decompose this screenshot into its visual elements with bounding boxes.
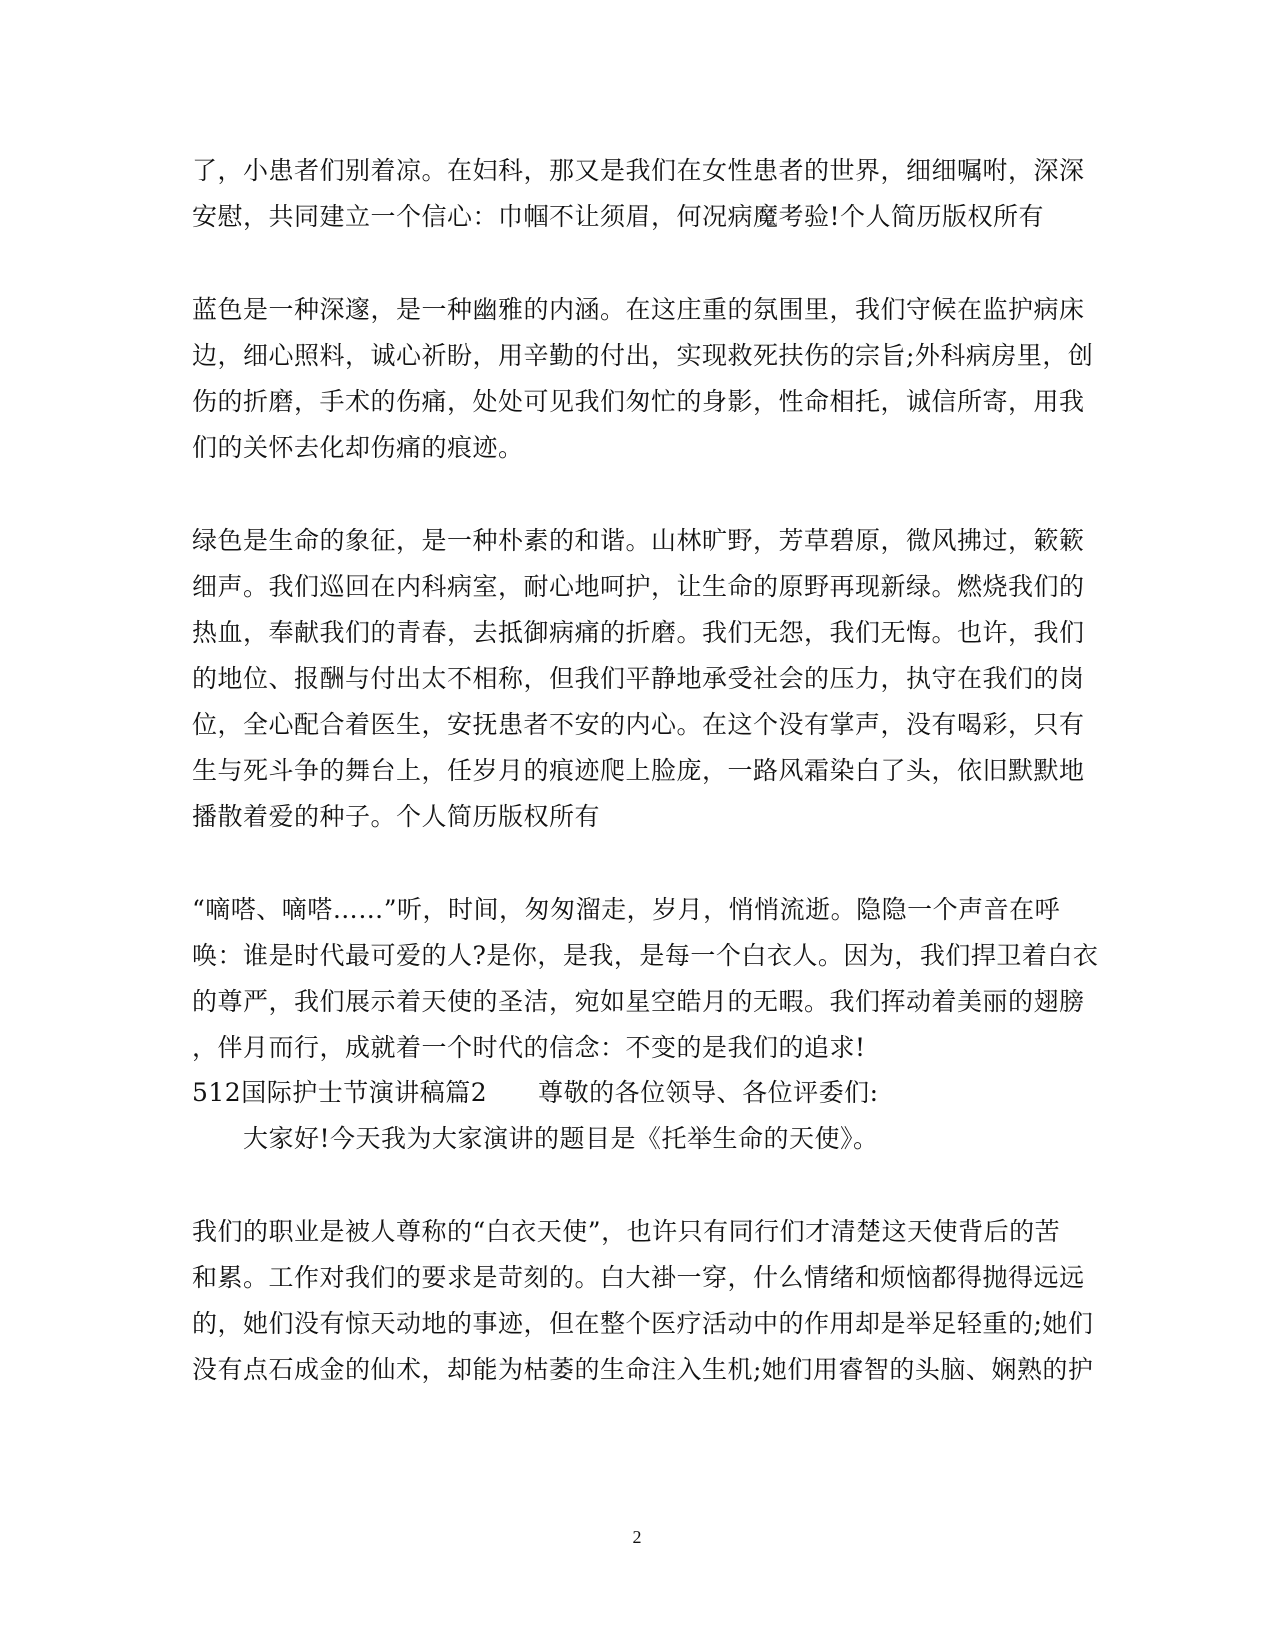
- text-line: 边，细心照料，诚心祈盼，用辛勤的付出，实现救死扶伤的宗旨;外科病房里，创: [192, 341, 1094, 370]
- text-line: 的，她们没有惊天动地的事迹，但在整个医疗活动中的作用却是举足轻重的;她们: [192, 1309, 1094, 1338]
- text-line: 伤的折磨，手术的伤痛，处处可见我们匆忙的身影，性命相托，诚信所寄，用我: [192, 387, 1085, 416]
- text-line: 热血，奉献我们的青春，去抵御病痛的折磨。我们无怨，我们无悔。也许，我们: [192, 618, 1085, 647]
- text-line: 大家好!今天我为大家演讲的题目是《托举生命的天使》。: [192, 1124, 879, 1153]
- text-line: 没有点石成金的仙术，却能为枯萎的生命注入生机;她们用睿智的头脑、娴熟的护: [192, 1355, 1094, 1384]
- text-line: “嘀嗒、嘀嗒……”听，时间，匆匆溜走，岁月，悄悄流逝。隐隐一个声音在呼: [192, 895, 1061, 924]
- text-line: 的地位、报酬与付出太不相称，但我们平静地承受社会的压力，执守在我们的岗: [192, 664, 1085, 693]
- text-line: 和累。工作对我们的要求是苛刻的。白大褂一穿，什么情绪和烦恼都得抛得远远: [192, 1263, 1085, 1292]
- text-line: 播散着爱的种子。个人简历版权所有: [192, 802, 601, 831]
- text-line: 了，小患者们别着凉。在妇科，那又是我们在女性患者的世界，细细嘱咐，深深: [192, 156, 1085, 185]
- text-line: 位，全心配合着医生，安抚患者不安的内心。在这个没有掌声，没有喝彩，只有: [192, 710, 1085, 739]
- page-number: 2: [632, 1527, 642, 1547]
- section-heading-line: 512国际护士节演讲稿篇2 尊敬的各位领导、各位评委们:: [192, 1078, 879, 1107]
- text-line: 唤：谁是时代最可爱的人?是你，是我，是每一个白衣人。因为，我们捍卫着白衣: [192, 941, 1099, 970]
- text-line: 们的关怀去化却伤痛的痕迹。: [192, 433, 524, 462]
- text-line: 绿色是生命的象征，是一种朴素的和谐。山林旷野，芳草碧原，微风拂过，簌簌: [192, 526, 1085, 555]
- text-line: 的尊严，我们展示着天使的圣洁，宛如星空皓月的无暇。我们挥动着美丽的翅膀: [192, 987, 1085, 1016]
- text-line: 我们的职业是被人尊称的“白衣天使”，也许只有同行们才清楚这天使背后的苦: [192, 1217, 1061, 1246]
- text-line: 生与死斗争的舞台上，任岁月的痕迹爬上脸庞，一路风霜染白了头，依旧默默地: [192, 756, 1085, 785]
- text-line: ，伴月而行，成就着一个时代的信念：不变的是我们的追求!: [192, 1033, 866, 1062]
- text-line: 安慰，共同建立一个信心：巾帼不让须眉，何况病魔考验!个人简历版权所有: [192, 202, 1045, 231]
- text-line: 蓝色是一种深邃，是一种幽雅的内涵。在这庄重的氛围里，我们守候在监护病床: [192, 295, 1085, 324]
- text-line: 细声。我们巡回在内科病室，耐心地呵护，让生命的原野再现新绿。燃烧我们的: [192, 572, 1085, 601]
